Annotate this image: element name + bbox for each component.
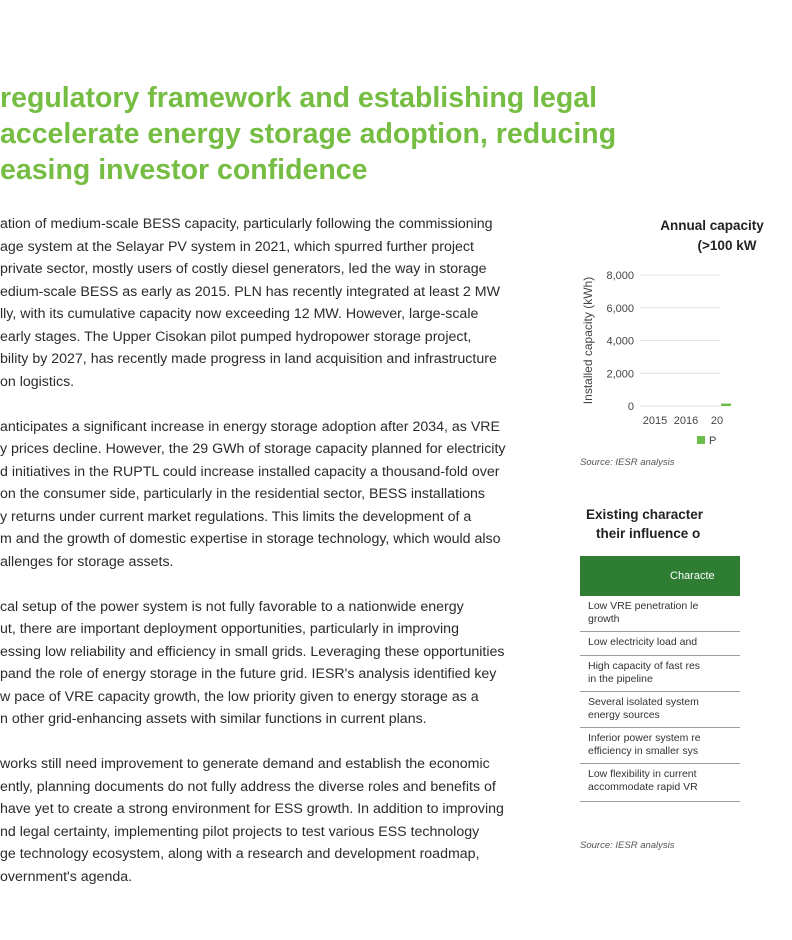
bar [721,404,731,406]
heading-line: regulatory framework and establishing legal [0,82,598,114]
y-tick-label: 0 [627,401,634,413]
table-cell-line: in the pipeline [588,673,653,685]
table-cell-line: Inferior power system re [588,732,701,744]
heading-line: accelerate energy storage adoption, reducing [0,118,617,150]
y-tick-label: 6,000 [606,302,634,315]
capacity-bar-chart [576,255,724,455]
body-line: ation of medium-scale BESS capacity, particularly following the commissioning [0,216,493,232]
table-row [580,764,740,802]
table-header: Characte [580,556,740,596]
table-source: Source: IESR analysis [580,840,675,851]
body-line: anticipates a significant increase in energy storage adoption after 2034, as VRE [0,418,501,435]
body-line: early stages. The Upper Cisokan pilot pumped hydropower storage project, [0,328,472,345]
body-line: w pace of VRE capacity growth, the low priority given to energy storage as a [0,688,479,705]
y-tick-label: 2,000 [606,368,634,381]
table-cell-line: Several isolated system [588,696,699,708]
body-line: age system at the Selayar PV system in 2021, which spurred further project [0,238,474,255]
body-line: nd legal certainty, implementing pilot projects to test various ESS technology [0,823,480,840]
chart-title-line: Annual capacity [660,218,764,233]
body-line: on the consumer side, particularly in the residential sector, BESS installations [0,486,485,502]
table-row [580,692,740,728]
body-line: lly, with its cumulative capacity now exceeding 12 MW. However, large-scale [0,306,479,322]
table-title [586,505,786,543]
body-line: edium-scale BESS as early as 2015. PLN has recently integrated at least 2 MW [0,283,500,300]
body-line: m and the growth of domestic expertise in storage technology, which would also [0,531,501,547]
body-line: ge technology ecosystem, along with a research and development roadmap, [0,846,480,862]
table-cell-line: Low flexibility in current [588,768,697,780]
chart-source: Source: IESR analysis [580,457,675,468]
table-cell-line: Low VRE penetration le [588,600,699,612]
y-axis-label: Installed capacity (kWh) [581,276,595,405]
body-line: y prices decline. However, the 29 GWh of storage capacity planned for electricity [0,441,506,457]
y-tick-label: 4,000 [606,335,634,348]
heading-line: easing investor confidence [0,154,368,186]
table-cell-line: Low electricity load and [588,636,698,648]
table-cell-line: efficiency in smaller sys [588,745,699,757]
chart-title [592,216,792,256]
body-paragraph [0,416,552,574]
table-row [580,656,740,692]
y-tick-label: 8,000 [606,270,634,282]
body-line: n other grid-enhancing assets with similar functions in current plans. [0,711,427,727]
body-line: d initiatives in the RUPTL could increase installed capacity a thousand-fold over [0,463,500,480]
table-cell-line: growth [588,613,620,625]
body-text [0,213,552,911]
body-line: pand the role of energy storage in the future grid. IESR's analysis identified key [0,666,497,682]
body-line: y returns under current market regulations. This limits the development of a [0,508,472,525]
body-line: cal setup of the power system is not fully favorable to a nationwide energy [0,598,464,615]
legend-label: P [709,435,717,447]
body-paragraph [0,753,552,888]
body-line: private sector, mostly users of costly diesel generators, led the way in storage [0,261,487,277]
x-tick-label: 2016 [673,415,699,427]
body-line: works still need improvement to generate demand and establish the economic [0,756,490,772]
table-row [580,596,740,632]
section-heading [0,80,740,188]
characteristics-table [580,556,740,802]
body-line: bility by 2027, has recently made progress in land acquisition and infrastructure [0,351,497,367]
table-cell-line: energy sources [588,709,660,721]
x-tick-label: 2015 [642,415,668,427]
x-tick-label: 20 [710,415,724,427]
body-line: overnment's agenda. [0,868,133,885]
table-title-line: Existing character [586,507,704,522]
body-paragraph [0,213,552,393]
body-line: allenges for storage assets. [0,553,174,570]
table-row [580,632,740,656]
table-body [580,596,740,802]
table-title-line: their influence o [596,526,701,541]
body-line: ently, planning documents do not fully address the diverse roles and benefits of [0,778,496,795]
chart-title-line: (>100 kW [697,238,757,253]
body-line: essing low reliability and efficiency in small grids. Leveraging these opportunities [0,643,505,660]
table-cell-line: High capacity of fast res [588,660,701,672]
table-cell-line: accommodate rapid VR [588,781,698,793]
table-row [580,728,740,764]
body-line: ut, there are important deployment opportunities, particularly in improving [0,621,459,637]
body-line: have yet to create a strong environment for ESS growth. In addition to improving [0,801,504,817]
body-line: on logistics. [0,373,75,390]
body-paragraph [0,596,552,731]
legend-swatch [697,436,705,444]
